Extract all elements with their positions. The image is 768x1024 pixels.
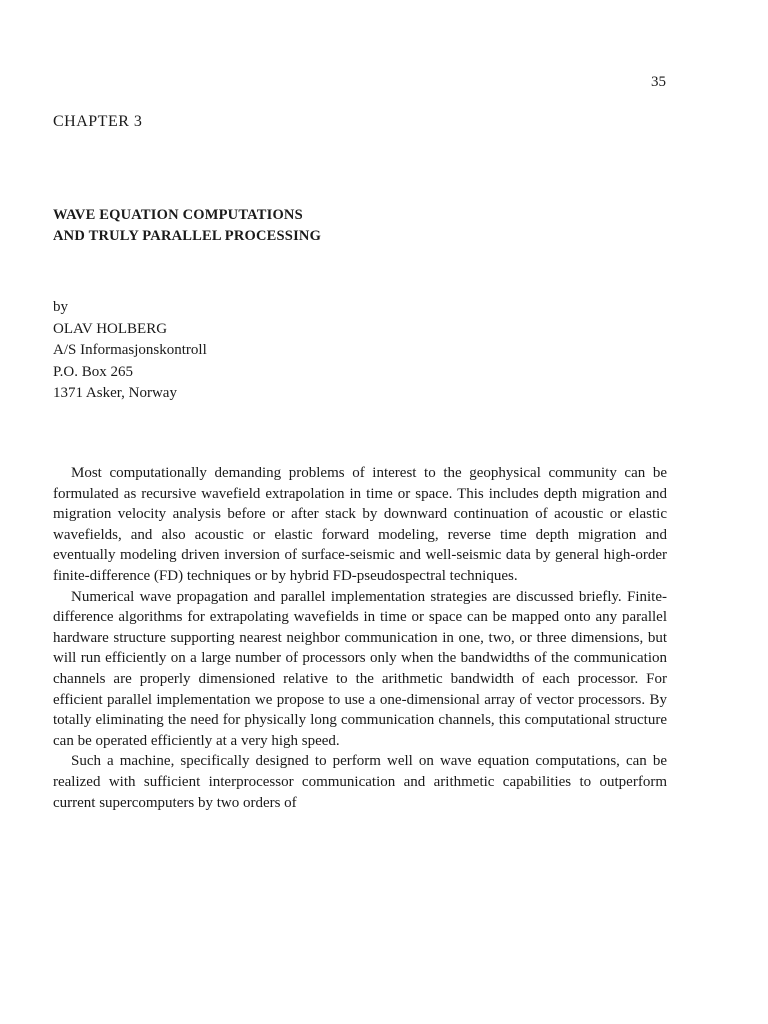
body-paragraph-2: Numerical wave propagation and parallel implementation strategies are discussed briefly. Finite-difference algorithms for extrapolating wavefields in time or space can be mapped onto any parallel hardware structure supporting nearest neighbor communication in one, two, or three dimensions, but will run efficiently on a large number of processors only when the bandwidths of the communication channels are properly dimensioned relative to the arithmetic bandwidth of each processor. For efficient parallel implementation we propose to use a one-dimensional array of vector processors. By totally eliminating the need for physically long communication channels, this computational structure can be operated efficiently at a very high speed. <box>53 588 667 749</box>
chapter-label: CHAPTER 3 <box>53 113 143 130</box>
author-address-line-1: P.O. Box 265 <box>53 363 134 380</box>
author-by: by <box>53 299 68 315</box>
body-paragraph-1: Most computationally demanding problems of interest to the geophysical community can be formulated as recursive wavefield extrapolation in time or space. This includes depth migration and migration velocity analysis before or after stack by downward continuation of acoustic or elastic wavefields, and also acoustic or elastic forward modeling, reverse time depth migration and eventually modeling driven inversion of surface-seismic and well-seismic data by general high-order finite-difference (FD) techniques or by hybrid FD-pseudospectral techniques. <box>53 465 667 584</box>
chapter-title-line-2: AND TRULY PARALLEL PROCESSING <box>53 228 322 244</box>
author-address-line-2: 1371 Asker, Norway <box>53 385 177 401</box>
chapter-title <box>53 205 321 247</box>
author-affiliation: A/S Informasjonskontroll <box>53 342 207 358</box>
page-number: 35 <box>651 74 666 90</box>
author-name: OLAV HOLBERG <box>53 320 168 337</box>
chapter-title-line-1: WAVE EQUATION COMPUTATIONS <box>53 207 303 223</box>
author-block <box>53 297 207 405</box>
body-text <box>53 463 667 813</box>
body-paragraph-3: Such a machine, specifically designed to perform well on wave equation computations, can be realized with sufficient interprocessor communication and arithmetic capabilities to outperform current supercomputers by two orders of <box>53 753 667 811</box>
